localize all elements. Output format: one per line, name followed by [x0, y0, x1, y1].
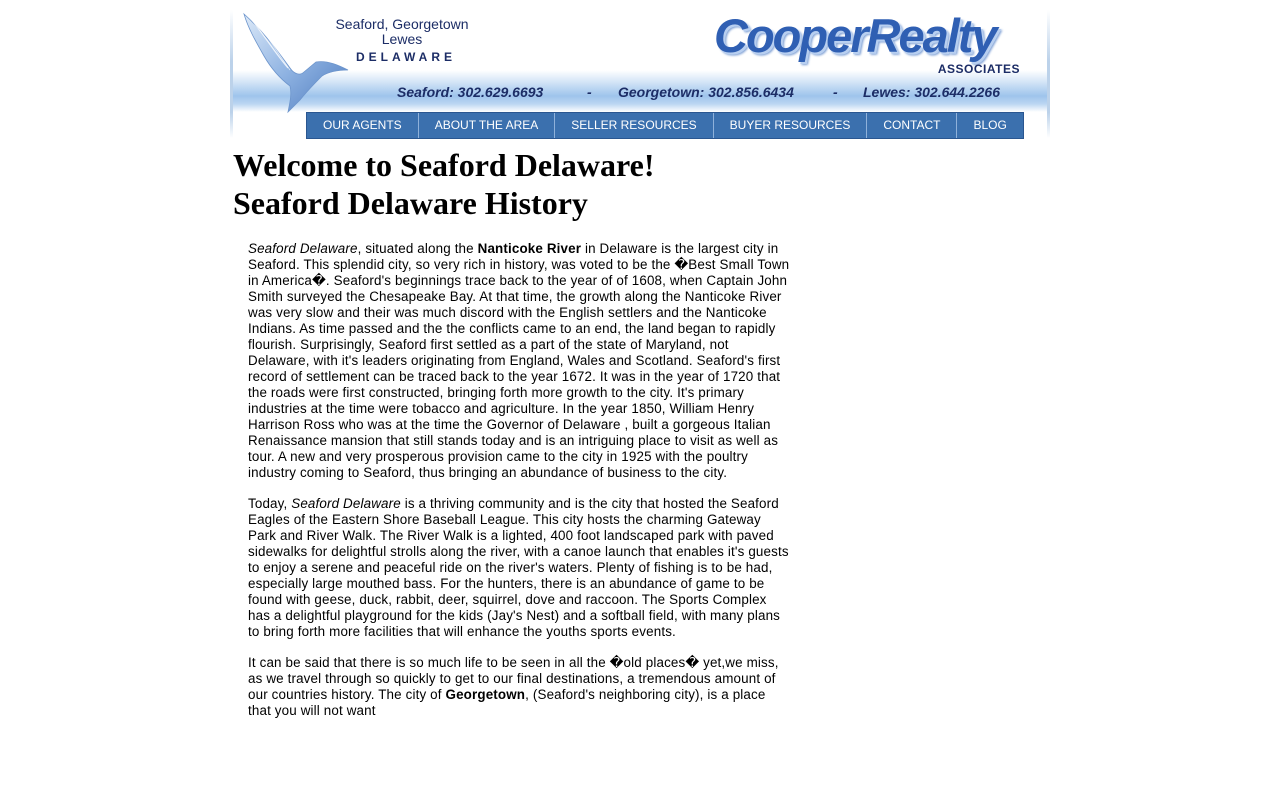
article-paragraph-1 — [248, 241, 790, 481]
text: , situated along the — [357, 241, 478, 256]
page-subtitle: Seaford Delaware History — [233, 185, 588, 221]
nav-our-agents[interactable]: OUR AGENTS — [307, 113, 419, 138]
text: Today, — [248, 496, 292, 511]
phone-georgetown: Georgetown: 302.856.6434 — [618, 84, 794, 100]
towns-line-2: Lewes — [381, 31, 423, 47]
cooper-realty-logo[interactable] — [714, 9, 1036, 76]
phone-seaford: Seaford: 302.629.6693 — [397, 84, 544, 100]
em-seaford: Seaford Delaware — [248, 241, 358, 256]
phone-lewes: Lewes: 302.644.2266 — [863, 84, 1000, 100]
page-title: Welcome to Seaford Delaware! — [233, 147, 655, 183]
logo-main-text: CooperRealty — [714, 9, 996, 62]
article-body — [248, 241, 790, 734]
text: , (Seaford's neighboring city), is a place that you will not want — [248, 687, 766, 718]
phone-separator: - — [587, 84, 592, 100]
phone-numbers — [397, 84, 1037, 102]
towns-line-1: Seaford, Georgetown — [335, 16, 469, 32]
em-seaford: Seaford Delaware — [291, 496, 401, 511]
nav-contact[interactable]: CONTACT — [867, 113, 957, 138]
nav-blog[interactable]: BLOG — [973, 118, 1007, 132]
header-banner — [230, 0, 1050, 138]
text: It can be said that there is so much life to be seen in all the �old places� yet,we miss, as we travel through so quickly to get to our final destinations, a tremendous amount of our countries history. The city of — [248, 655, 779, 702]
page — [230, 0, 1050, 718]
text: is a thriving community and is the city that hosted the Seaford Eagles of the Eastern Shore Baseball League. This city hosts the charming Gateway Park and River Walk. The River Walk is a lighted, 400 foot landscaped park with paved sidewalks for delightful strolls along the river, with a canoe launch that enables it's guests to enjoy a serene and peaceful ride on the river's waters. Plenty of fishing is to be had, especially large mouthed bass. For the hunters, there is an abundance of game to be found with geese, duck, rabbit, deer, squirrel, dove and raccoon. The Sports Complex has a delightful playground for the kids (Jay's Nest) and a softball field, with many plans to bring forth more facilities that will enhance the youths sports events. — [248, 496, 789, 639]
text: in Delaware is the largest city in Seaford. This splendid city, so very rich in history, was voted to be the �Best Small Town in America�. Seaford's beginnings trace back to the year of of 1608, when Captain John Smith surveyed the Chesapeake Bay. At that time, the growth along the Nanticoke River was very slow and their was much discord with the English settlers and the Nanticoke Indians. As time passed and the the conflicts came to an end, the land began to rapidly flourish. Surprisingly, Seaford first settled as a part of the state of Maryland, not Delaware, with it's leaders originating from England, Wales and Scotland. Seaford's first record of settlement can be traced back to the year 1672. It was in the year of 1720 that the roads were first constructed, bringing forth more growth to the city. It's primary industries at the time were tobacco and agriculture. In the year 1850, William Henry Harrison Ross who was at the time the Governor of Delaware , built a gorgeous Italian Renaissance mansion that still stands today and is an intriguing place to visit as well as tour. A new and very prosperous provision came to the city in 1925 with the poultry industry coming to Seaford, thus bringing an abundance of business to the city. — [248, 241, 790, 480]
banner-edge-left — [230, 10, 233, 138]
nav-buyer-resources[interactable]: BUYER RESOURCES — [714, 113, 868, 138]
nav-seller-resources[interactable]: SELLER RESOURCES — [555, 113, 713, 138]
page-headings — [233, 146, 655, 222]
towns-heading — [322, 17, 482, 65]
phone-separator: - — [833, 84, 838, 100]
article-paragraph-3 — [248, 655, 790, 719]
nav-about-the-area[interactable]: ABOUT THE AREA — [419, 113, 556, 138]
banner-edge-right — [1047, 10, 1050, 138]
logo-sub-text: ASSOCIATES — [937, 62, 1020, 76]
article-paragraph-2 — [248, 496, 790, 640]
bold-georgetown: Georgetown — [445, 687, 526, 702]
bold-nanticoke-river: Nanticoke River — [477, 241, 582, 256]
main-nav — [306, 112, 1024, 139]
state-label: DELAWARE — [355, 50, 456, 64]
